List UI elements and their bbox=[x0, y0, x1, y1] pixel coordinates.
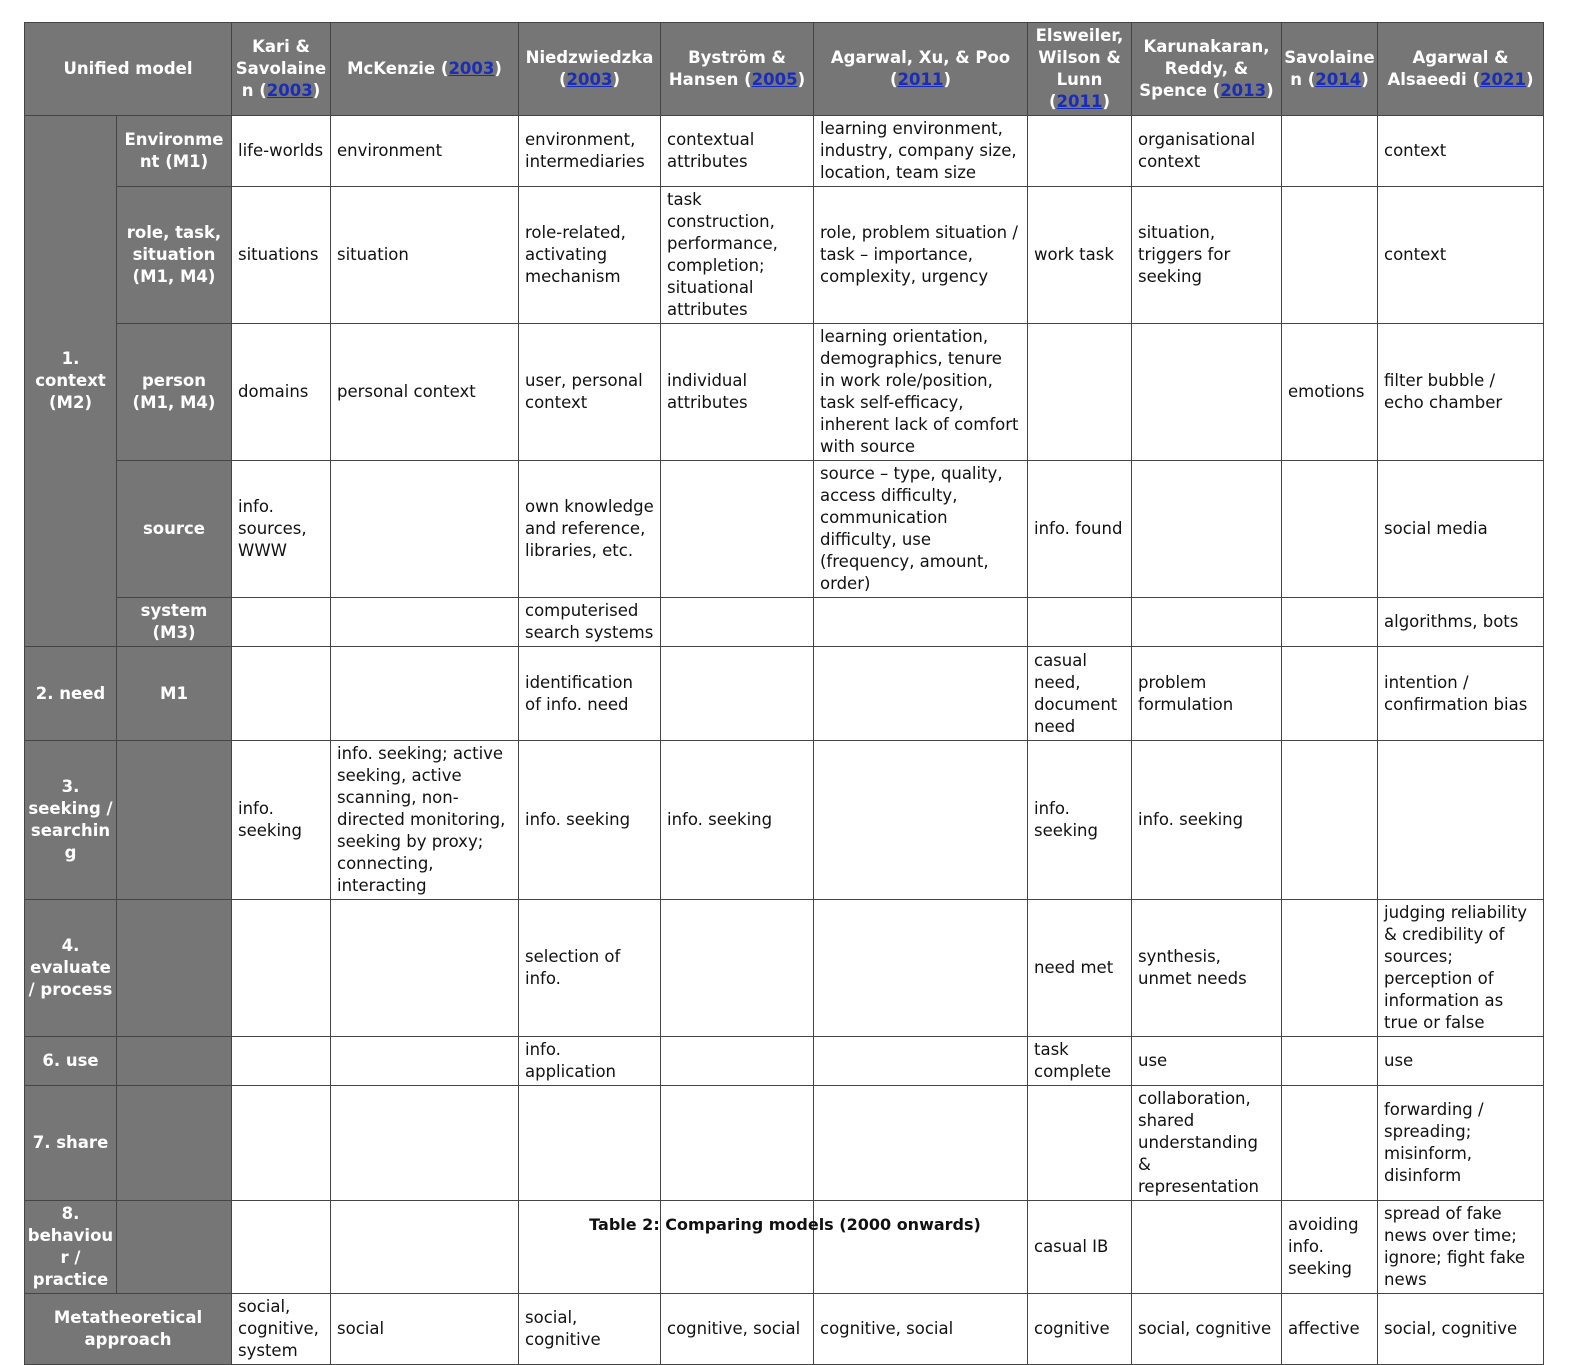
cell-share-col3 bbox=[519, 1086, 661, 1201]
row-use bbox=[25, 1037, 1544, 1086]
row-share bbox=[25, 1086, 1544, 1201]
cell-use-col6: task complete bbox=[1028, 1037, 1132, 1086]
cell-role-col5: role, problem situation / task – importance, complexity, urgency bbox=[814, 187, 1028, 324]
author-name: Kari & bbox=[252, 37, 310, 56]
row-system bbox=[25, 598, 1544, 647]
cell-need-col8 bbox=[1282, 647, 1378, 741]
header-col-3 bbox=[519, 23, 661, 116]
cell-system-col6 bbox=[1028, 598, 1132, 647]
cell-share-col9: forwarding / spreading; misinform, disinform bbox=[1378, 1086, 1544, 1201]
cell-source-col9: social media bbox=[1378, 461, 1544, 598]
cell-person-col9: filter bubble / echo chamber bbox=[1378, 324, 1544, 461]
cell-evaluate-col8 bbox=[1282, 900, 1378, 1037]
cell-role-col3: role-related, activating mechanism bbox=[519, 187, 661, 324]
header-unified-model: Unified model bbox=[25, 23, 232, 116]
cell-use-col7: use bbox=[1132, 1037, 1282, 1086]
cell-share-col5 bbox=[814, 1086, 1028, 1201]
header-col-5 bbox=[814, 23, 1028, 116]
cell-person-col6 bbox=[1028, 324, 1132, 461]
citation-year-link[interactable]: 2003 bbox=[266, 81, 313, 100]
author-name: McKenzie bbox=[347, 59, 436, 78]
group-label-meta: Metatheoretical approach bbox=[25, 1294, 232, 1365]
header-col-1 bbox=[232, 23, 331, 116]
sub-label-system: system (M3) bbox=[117, 598, 232, 647]
sub-label-role: role, task, situation (M1, M4) bbox=[117, 187, 232, 324]
cell-system-col3: computerised search systems bbox=[519, 598, 661, 647]
cell-behaviour-col6: casual IB bbox=[1028, 1201, 1132, 1294]
cell-person-col7 bbox=[1132, 324, 1282, 461]
cell-evaluate-col6: need met bbox=[1028, 900, 1132, 1037]
cell-person-col1: domains bbox=[232, 324, 331, 461]
cell-person-col8: emotions bbox=[1282, 324, 1378, 461]
cell-share-col2 bbox=[331, 1086, 519, 1201]
cell-person-col5: learning orientation, demographics, tenure in work role/position, task self-efficacy, inherent lack of comfort with source bbox=[814, 324, 1028, 461]
paren: ) bbox=[612, 70, 621, 89]
paren: ( bbox=[558, 70, 567, 89]
cell-use-col8 bbox=[1282, 1037, 1378, 1086]
cell-use-col4 bbox=[661, 1037, 814, 1086]
header-row bbox=[25, 23, 1544, 116]
cell-environment-col4: contextual attributes bbox=[661, 116, 814, 187]
paren: ( bbox=[889, 70, 898, 89]
citation-year-link[interactable]: 2011 bbox=[1056, 92, 1103, 111]
paren: ( bbox=[259, 81, 267, 100]
row-person bbox=[25, 324, 1544, 461]
author-name: Niedzwiedzka bbox=[525, 48, 654, 67]
cell-meta-col6: cognitive bbox=[1028, 1294, 1132, 1365]
cell-seeking-col5 bbox=[814, 741, 1028, 900]
row-role bbox=[25, 187, 1544, 324]
cell-need-col9: intention / confirmation bias bbox=[1378, 647, 1544, 741]
cell-environment-col9: context bbox=[1378, 116, 1544, 187]
paren: ) bbox=[1266, 81, 1274, 100]
sub-label-need: M1 bbox=[117, 647, 232, 741]
author-name: Wilson & bbox=[1038, 48, 1121, 67]
cell-role-col7: situation, triggers for seeking bbox=[1132, 187, 1282, 324]
cell-evaluate-col7: synthesis, unmet needs bbox=[1132, 900, 1282, 1037]
table-caption: Table 2: Comparing models (2000 onwards) bbox=[589, 1215, 981, 1234]
cell-source-col8 bbox=[1282, 461, 1378, 598]
header-col-2 bbox=[331, 23, 519, 116]
row-source bbox=[25, 461, 1544, 598]
cell-use-col1 bbox=[232, 1037, 331, 1086]
author-name: Reddy, & Spence bbox=[1139, 59, 1249, 100]
author-name: Agarwal & Alsaeedi bbox=[1387, 48, 1509, 89]
cell-role-col9: context bbox=[1378, 187, 1544, 324]
citation-year-link[interactable]: 2011 bbox=[897, 70, 944, 89]
cell-share-col4 bbox=[661, 1086, 814, 1201]
cell-person-col2: personal context bbox=[331, 324, 519, 461]
cell-environment-col5: learning environment, industry, company size, location, team size bbox=[814, 116, 1028, 187]
cell-person-col3: user, personal context bbox=[519, 324, 661, 461]
cell-system-col8 bbox=[1282, 598, 1378, 647]
cell-role-col1: situations bbox=[232, 187, 331, 324]
row-environment bbox=[25, 116, 1544, 187]
paren: ( bbox=[1472, 70, 1481, 89]
cell-evaluate-col3: selection of info. bbox=[519, 900, 661, 1037]
cell-seeking-col9 bbox=[1378, 741, 1544, 900]
header-col-9 bbox=[1378, 23, 1544, 116]
cell-evaluate-col1 bbox=[232, 900, 331, 1037]
header-col-4 bbox=[661, 23, 814, 116]
row-seeking bbox=[25, 741, 1544, 900]
header-col-8 bbox=[1282, 23, 1378, 116]
cell-evaluate-col9: judging reliability & credibility of sources; perception of information as true or false bbox=[1378, 900, 1544, 1037]
cell-seeking-col2: info. seeking; active seeking, active scanning, non-directed monitoring, seeking by proxy; connecting, interacting bbox=[331, 741, 519, 900]
comparison-table bbox=[24, 22, 1544, 1365]
cell-role-col2: situation bbox=[331, 187, 519, 324]
cell-source-col6: info. found bbox=[1028, 461, 1132, 598]
author-name: Karunakaran, bbox=[1143, 37, 1270, 56]
paren: ) bbox=[1361, 70, 1369, 89]
cell-need-col1 bbox=[232, 647, 331, 741]
paren: ) bbox=[312, 81, 321, 100]
paren: ) bbox=[797, 70, 806, 89]
cell-use-col9: use bbox=[1378, 1037, 1544, 1086]
author-name: Savolainen bbox=[235, 59, 327, 100]
cell-seeking-col6: info. seeking bbox=[1028, 741, 1132, 900]
paren: ( bbox=[1307, 70, 1316, 89]
group-label-use: 6. use bbox=[25, 1037, 117, 1086]
cell-source-col2 bbox=[331, 461, 519, 598]
cell-person-col4: individual attributes bbox=[661, 324, 814, 461]
group-label-seeking: 3. seeking / searching bbox=[25, 741, 117, 900]
cell-source-col3: own knowledge and reference, libraries, etc. bbox=[519, 461, 661, 598]
cell-role-col6: work task bbox=[1028, 187, 1132, 324]
cell-use-col2 bbox=[331, 1037, 519, 1086]
sub-label-use bbox=[117, 1037, 232, 1086]
cell-environment-col8 bbox=[1282, 116, 1378, 187]
author-name: Byström & Hansen bbox=[668, 48, 786, 89]
cell-meta-col8: affective bbox=[1282, 1294, 1378, 1365]
cell-share-col6 bbox=[1028, 1086, 1132, 1201]
cell-role-col4: task construction, performance, completion; situational attributes bbox=[661, 187, 814, 324]
cell-need-col7: problem formulation bbox=[1132, 647, 1282, 741]
cell-environment-col2: environment bbox=[331, 116, 519, 187]
cell-role-col8 bbox=[1282, 187, 1378, 324]
citation-year-link[interactable]: 2003 bbox=[566, 70, 613, 89]
sub-label-person: person (M1, M4) bbox=[117, 324, 232, 461]
author-name: Savolainen bbox=[1284, 48, 1375, 89]
citation-year-link[interactable]: 2013 bbox=[1220, 81, 1267, 100]
cell-seeking-col4: info. seeking bbox=[661, 741, 814, 900]
cell-environment-col3: environment, intermediaries bbox=[519, 116, 661, 187]
group-label-context: 1. context (M2) bbox=[25, 116, 117, 647]
cell-system-col9: algorithms, bots bbox=[1378, 598, 1544, 647]
cell-meta-col3: social, cognitive bbox=[519, 1294, 661, 1365]
group-label-need: 2. need bbox=[25, 647, 117, 741]
cell-environment-col6 bbox=[1028, 116, 1132, 187]
group-label-evaluate: 4. evaluate / process bbox=[25, 900, 117, 1037]
cell-source-col7 bbox=[1132, 461, 1282, 598]
cell-use-col3: info. application bbox=[519, 1037, 661, 1086]
paren: ) bbox=[1525, 70, 1534, 89]
group-label-share: 7. share bbox=[25, 1086, 117, 1201]
cell-source-col4 bbox=[661, 461, 814, 598]
cell-evaluate-col2 bbox=[331, 900, 519, 1037]
cell-source-col1: info. sources, WWW bbox=[232, 461, 331, 598]
paren: ) bbox=[943, 70, 952, 89]
citation-year-link[interactable]: 2014 bbox=[1315, 70, 1362, 89]
author-name: Elsweiler, bbox=[1035, 26, 1124, 45]
sub-label-evaluate bbox=[117, 900, 232, 1037]
paren: ) bbox=[494, 59, 502, 78]
sub-label-environment: Environment (M1) bbox=[117, 116, 232, 187]
cell-seeking-col1: info. seeking bbox=[232, 741, 331, 900]
cell-environment-col1: life-worlds bbox=[232, 116, 331, 187]
cell-system-col2 bbox=[331, 598, 519, 647]
cell-need-col6: casual need, document need bbox=[1028, 647, 1132, 741]
cell-meta-col2: social bbox=[331, 1294, 519, 1365]
cell-evaluate-col5 bbox=[814, 900, 1028, 1037]
cell-seeking-col7: info. seeking bbox=[1132, 741, 1282, 900]
cell-need-col3: identification of info. need bbox=[519, 647, 661, 741]
cell-need-col2 bbox=[331, 647, 519, 741]
cell-evaluate-col4 bbox=[661, 900, 814, 1037]
citation-year-link[interactable]: 2003 bbox=[448, 59, 495, 78]
row-meta bbox=[25, 1294, 1544, 1365]
paren: ) bbox=[1102, 92, 1111, 111]
paren: ( bbox=[744, 70, 752, 89]
cell-meta-col1: social, cognitive, system bbox=[232, 1294, 331, 1365]
cell-meta-col7: social, cognitive bbox=[1132, 1294, 1282, 1365]
sub-label-source: source bbox=[117, 461, 232, 598]
citation-year-link[interactable]: 2005 bbox=[751, 70, 798, 89]
group-label-behaviour: 8. behaviour / practice bbox=[25, 1201, 117, 1294]
paren: ( bbox=[1212, 81, 1221, 100]
cell-seeking-col8 bbox=[1282, 741, 1378, 900]
cell-source-col5: source – type, quality, access difficulty, communication difficulty, use (frequency, amount, order) bbox=[814, 461, 1028, 598]
cell-behaviour-col8: avoiding info. seeking bbox=[1282, 1201, 1378, 1294]
cell-behaviour-col9: spread of fake news over time; ignore; fight fake news bbox=[1378, 1201, 1544, 1294]
cell-meta-col4: cognitive, social bbox=[661, 1294, 814, 1365]
header-col-7 bbox=[1132, 23, 1282, 116]
cell-system-col5 bbox=[814, 598, 1028, 647]
cell-share-col8 bbox=[1282, 1086, 1378, 1201]
sub-label-share bbox=[117, 1086, 232, 1201]
sub-label-seeking bbox=[117, 741, 232, 900]
cell-system-col1 bbox=[232, 598, 331, 647]
paren: ( bbox=[1048, 92, 1057, 111]
cell-system-col7 bbox=[1132, 598, 1282, 647]
paren: ( bbox=[440, 59, 449, 78]
header-col-6 bbox=[1028, 23, 1132, 116]
cell-need-col5 bbox=[814, 647, 1028, 741]
cell-meta-col5: cognitive, social bbox=[814, 1294, 1028, 1365]
row-need bbox=[25, 647, 1544, 741]
cell-use-col5 bbox=[814, 1037, 1028, 1086]
author-name: Agarwal, Xu, & Poo bbox=[830, 48, 1011, 67]
row-evaluate bbox=[25, 900, 1544, 1037]
cell-environment-col7: organisational context bbox=[1132, 116, 1282, 187]
cell-share-col7: collaboration, shared understanding & representation bbox=[1132, 1086, 1282, 1201]
author-name: Lunn bbox=[1056, 70, 1103, 89]
citation-year-link[interactable]: 2021 bbox=[1480, 70, 1526, 89]
cell-share-col1 bbox=[232, 1086, 331, 1201]
cell-meta-col9: social, cognitive bbox=[1378, 1294, 1544, 1365]
cell-seeking-col3: info. seeking bbox=[519, 741, 661, 900]
cell-system-col4 bbox=[661, 598, 814, 647]
cell-need-col4 bbox=[661, 647, 814, 741]
